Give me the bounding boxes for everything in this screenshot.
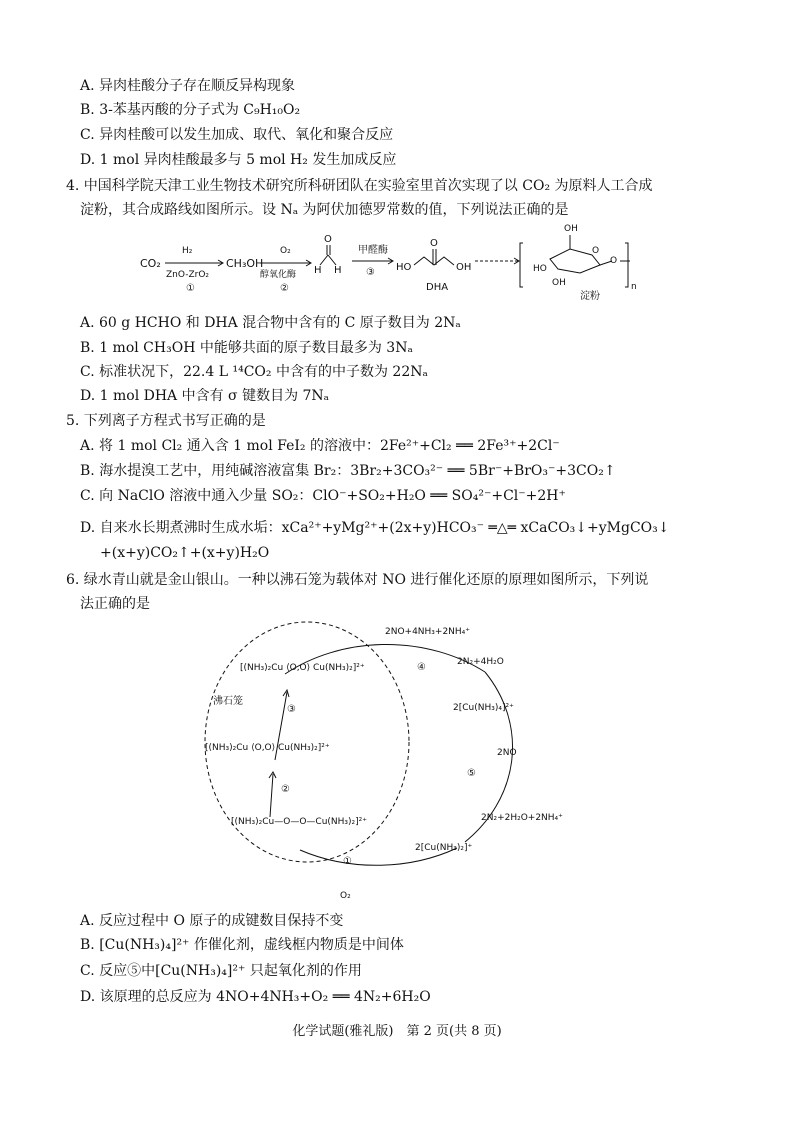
- cycle-step2: ②: [281, 784, 290, 795]
- q3-option-c: C. 异肉桂酸可以发生加成、取代、氧化和聚合反应: [80, 127, 394, 143]
- q6-stem-line1: 6. 绿水青山就是金山银山。一种以沸石笼为载体对 NO 进行催化还原的原理如图所示，下列说: [66, 572, 649, 588]
- starch-ho-left: HO: [533, 264, 547, 274]
- cycle-cu-nh3-4: 2[Cu(NH₃)₄]²⁺: [453, 703, 514, 713]
- step2-enzyme: 醇氧化酶: [260, 270, 297, 280]
- cycle-step1: ①: [343, 856, 352, 867]
- q6-option-a: A. 反应过程中 O 原子的成键数目保持不变: [80, 913, 344, 929]
- cycle-step5: ⑤: [467, 768, 476, 779]
- dha-structure: [396, 238, 471, 293]
- starch-structure: [520, 224, 637, 302]
- q6-stem-line2: 法正确的是: [80, 596, 150, 612]
- cycle-step3: ③: [287, 704, 296, 715]
- dha-o: O: [430, 238, 438, 249]
- step3-number: ③: [366, 267, 375, 278]
- step3-enzyme: 甲醛酶: [358, 245, 388, 256]
- formaldehyde-o: O: [324, 234, 332, 245]
- step2-reagent: O₂: [280, 246, 291, 256]
- q3-option-a: A. 异肉桂酸分子存在顺反异构现象: [80, 78, 296, 94]
- step1-reagent: H₂: [182, 246, 193, 256]
- catalytic-cycle-diagram: [195, 612, 585, 908]
- q4-option-a: A. 60 g HCHO 和 DHA 混合物中含有的 C 原子数目为 2Nₐ: [80, 315, 461, 331]
- starch-n: n: [631, 282, 637, 292]
- struct-bottom: [(NH₃)₂Cu—O—O—Cu(NH₃)₂]²⁺: [231, 817, 368, 827]
- step1-number: ①: [186, 283, 195, 294]
- step2-number: ②: [280, 283, 289, 294]
- q5-option-b: B. 海水提溴工艺中，用纯碱溶液富集 Br₂：3Br₂+3CO₃²⁻ ══ 5Br⁻+BrO₃⁻+3CO₂↑: [80, 463, 616, 479]
- q4-option-b: B. 1 mol CH₃OH 中能够共面的原子数目最多为 3Nₐ: [80, 340, 413, 356]
- formaldehyde-structure: [314, 234, 342, 276]
- cage-label: 沸石笼: [213, 696, 243, 707]
- struct-top: [(NH₃)₂Cu ⟨O,O⟩ Cu(NH₃)₂]²⁺: [240, 663, 365, 673]
- starch-label: 淀粉: [580, 291, 600, 302]
- struct-mid: [(NH₃)₂Cu ⟨O,O⟩ Cu(NH₃)₂]²⁺: [205, 743, 330, 753]
- formaldehyde-h2: H: [334, 265, 342, 276]
- cycle-products-5: 2N₂+2H₂O+2NH₄⁺: [481, 813, 563, 823]
- q5-option-d-line2: +(x+y)CO₂↑+(x+y)H₂O: [100, 545, 270, 561]
- dha-ho: HO: [396, 262, 412, 273]
- page-footer: 化学试题(雅礼版) 第 2 页(共 8 页): [292, 1024, 502, 1039]
- formaldehyde-h1: H: [314, 265, 322, 276]
- cycle-cu-nh3-2: 2[Cu(NH₃)₂]⁺: [415, 843, 473, 853]
- q4-option-d: D. 1 mol DHA 中含有 σ 键数目为 7Nₐ: [80, 388, 330, 404]
- cycle-o2: O₂: [340, 891, 351, 901]
- q4-stem-line2: 淀粉，其合成路线如图所示。设 Nₐ 为阿伏加德罗常数的值，下列说法正确的是: [80, 202, 569, 218]
- q5-option-c: C. 向 NaClO 溶液中通入少量 SO₂：ClO⁻+SO₂+H₂O ══ SO₄²⁻+Cl⁻+2H⁺: [80, 488, 566, 504]
- q4-stem-line1: 4. 中国科学院天津工业生物技术研究所科研团队在实验室里首次实现了以 CO₂ 为原料人工合成: [66, 178, 653, 194]
- q3-option-d: D. 1 mol 异肉桂酸最多与 5 mol H₂ 发生加成反应: [80, 152, 397, 168]
- q6-option-b: B. [Cu(NH₃)₄]²⁺ 作催化剂，虚线框内物质是中间体: [80, 937, 404, 953]
- q3-option-b: B. 3-苯基丙酸的分子式为 C₉H₁₀O₂: [80, 102, 301, 118]
- q5-option-d-line1: D. 自来水长期煮沸时生成水垢：xCa²⁺+yMg²⁺+(2x+y)HCO₃⁻ ═△═ xCaCO₃↓+yMgCO₃↓: [80, 520, 670, 536]
- starch-o-link: O: [610, 256, 618, 266]
- starch-oh-bottom: OH: [552, 278, 566, 288]
- starch-oh-top: OH: [564, 224, 578, 234]
- starch-o-ring: O: [592, 246, 600, 256]
- cycle-step4: ④: [417, 662, 426, 673]
- cycle-input-5: 2NO: [497, 748, 517, 758]
- cycle-products-4: 2N₂+4H₂O: [457, 657, 504, 667]
- co2-label: CO₂: [140, 257, 161, 270]
- q4-option-c: C. 标准状况下，22.4 L ¹⁴CO₂ 中含有的中子数为 22Nₐ: [80, 364, 428, 380]
- starch-synthesis-scheme: [130, 215, 650, 305]
- step1-catalyst: ZnO-ZrO₂: [166, 270, 210, 280]
- q5-stem: 5. 下列离子方程式书写正确的是: [66, 413, 266, 429]
- dha-label: DHA: [426, 282, 449, 293]
- q6-option-c: C. 反应⑤中[Cu(NH₃)₄]²⁺ 只起氧化剂的作用: [80, 963, 362, 979]
- q5-option-a: A. 将 1 mol Cl₂ 通入含 1 mol FeI₂ 的溶液中：2Fe²⁺+Cl₂ ══ 2Fe³⁺+2Cl⁻: [80, 438, 560, 454]
- cycle-top-reactants: 2NO+4NH₃+2NH₄⁺: [385, 627, 471, 637]
- q6-option-d: D. 该原理的总反应为 4NO+4NH₃+O₂ ══ 4N₂+6H₂O: [80, 989, 431, 1005]
- dha-oh: OH: [456, 262, 472, 273]
- methanol-label: CH₃OH: [226, 257, 264, 270]
